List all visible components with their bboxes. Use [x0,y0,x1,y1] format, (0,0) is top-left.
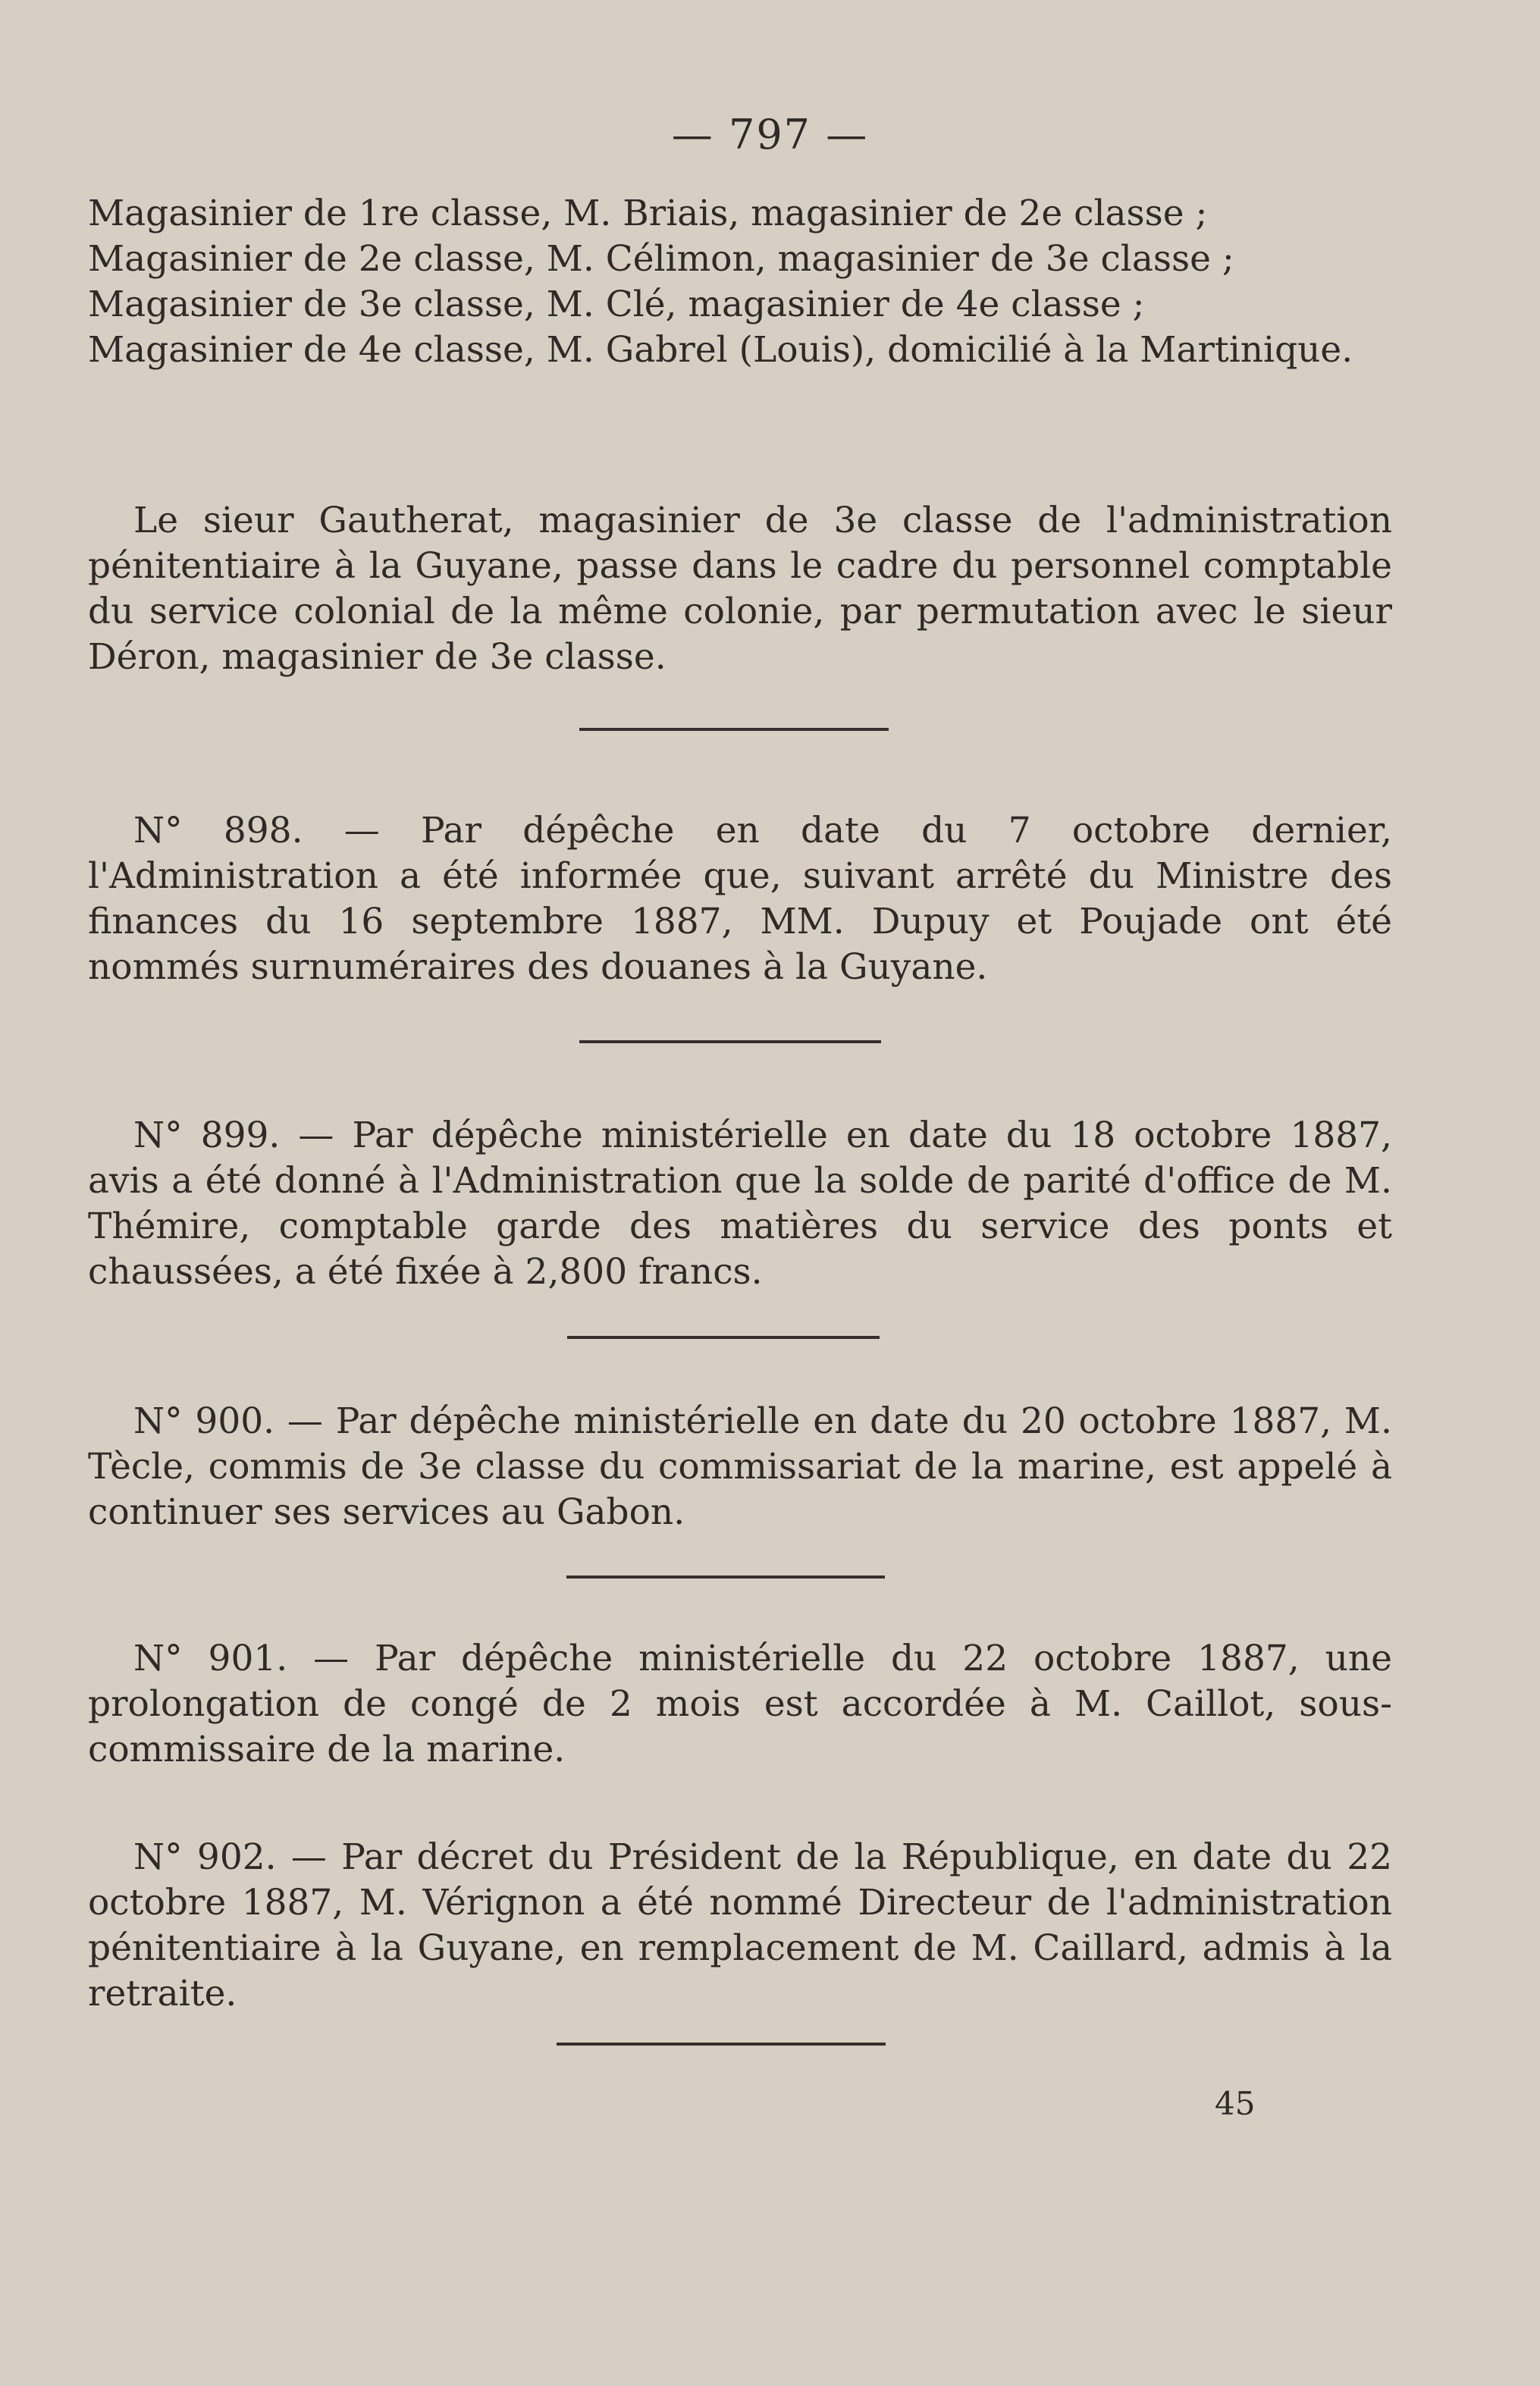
entry-text: N° 901. — Par dépêche ministérielle du 22 octobre 1887, une prolongation de congé de 2 mois est accordée à M. Caillot, sous-commissaire de la marine. [88,1638,1392,1770]
section-divider [579,1040,881,1043]
entry-900 [88,1399,1392,1535]
gautherat-paragraph [88,498,1392,680]
appointment-line: Magasinier de 4e classe, M. Gabrel (Louis), domicilié à la Martinique. [88,329,1353,371]
signature-mark: 45 [1215,2085,1256,2122]
section-divider [566,1576,885,1579]
entry-text: N° 900. — Par dépêche ministérielle en date du 20 octobre 1887, M. Tècle, commis de 3e classe du commissariat de la marine, est appelé à continuer ses services au Gabon. [88,1400,1392,1533]
appointment-line: Magasinier de 3e classe, M. Clé, magasinier de 4e classe ; [88,284,1145,325]
entry-898 [88,808,1392,990]
paragraph-text: Le sieur Gautherat, magasinier de 3e classe de l'administration pénitentiaire à la Guyane, passe dans le cadre du personnel comptable du service colonial de la même colonie, par permutation avec le sieur Déron, magasinier de 3e classe. [88,500,1392,678]
section-divider [557,2043,886,2046]
entry-text: N° 899. — Par dépêche ministérielle en date du 18 octobre 1887, avis a été donné à l'Administration que la solde de parité d'office de M. Thémire, comptable garde des matières du service des ponts et chaussées, a été fixée à 2,800 francs. [88,1115,1392,1293]
entry-text: N° 902. — Par décret du Président de la République, en date du 22 octobre 1887, M. Vérignon a été nommé Directeur de l'administration pénitentiaire à la Guyane, en remplacement de M. Caillard, admis à la retraite. [88,1836,1392,2014]
entry-902 [88,1835,1392,2017]
page-number: — 797 — [671,111,869,158]
entry-899 [88,1113,1392,1295]
section-divider [579,728,889,731]
entry-text: N° 898. — Par dépêche en date du 7 octobre dernier, l'Administration a été informée que, suivant arrêté du Ministre des finances du 16 septembre 1887, MM. Dupuy et Poujade ont été nommés surnuméraires des douanes à la Guyane. [88,810,1392,988]
appointment-line: Magasinier de 1re classe, M. Briais, magasinier de 2e classe ; [88,193,1208,234]
appointment-line: Magasinier de 2e classe, M. Célimon, magasinier de 3e classe ; [88,238,1234,280]
entry-901 [88,1636,1392,1773]
opening-appointments [88,191,1392,373]
section-divider [567,1336,880,1339]
